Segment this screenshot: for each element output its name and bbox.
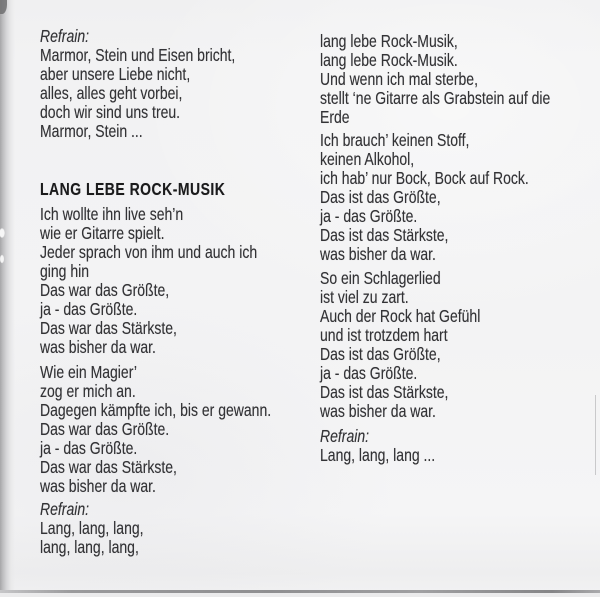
lyric-line: was bisher da war. — [40, 337, 156, 357]
lyric-line: Das ist das Stärkste, — [320, 225, 449, 245]
scan-below-edge — [0, 593, 600, 597]
lyric-line: wie er Gitarre spielt. — [40, 223, 165, 243]
lyric-line: Lang, lang, lang, — [40, 518, 144, 538]
lyric-line: Das ist das Größte, — [320, 344, 441, 364]
verse-stanza — [320, 269, 550, 421]
refrain-stanza — [40, 519, 271, 557]
refrain-label: Refrain: — [40, 499, 90, 519]
lyric-line: ja - das Größte. — [320, 363, 418, 383]
lyric-line: aber unsere Liebe nicht, — [40, 64, 191, 84]
lyric-line: Das war das Größte. — [40, 419, 170, 439]
verse-stanza — [40, 205, 271, 357]
lyric-line: ich hab’ nur Bock, Bock auf Rock. — [320, 168, 529, 188]
lyric-line: Erde — [320, 107, 350, 127]
lyric-line: Ich wollte ihn live seh’n — [40, 204, 184, 224]
refrain-stanza — [40, 46, 271, 141]
lyric-line: Dagegen kämpfte ich, bis er gewann. — [40, 400, 272, 420]
lyrics-column-right — [320, 32, 550, 465]
lyric-line: was bisher da war. — [40, 476, 156, 496]
lyric-line: ja - das Größte. — [320, 206, 418, 226]
lyric-line: keinen Alkohol, — [320, 149, 415, 169]
lyric-line: Ich brauch’ keinen Stoff, — [320, 130, 470, 150]
lyric-line: Wie ein Magier’ — [40, 362, 137, 382]
lyric-line: Marmor, Stein und Eisen bricht, — [40, 45, 236, 65]
lyric-line: Das war das Stärkste, — [40, 318, 177, 338]
lyric-line: was bisher da war. — [320, 401, 436, 421]
lyric-line: ist viel zu zart. — [320, 287, 409, 307]
lyric-line: Marmor, Stein ... — [40, 121, 143, 141]
lyric-line: Das war das Stärkste, — [40, 457, 177, 477]
lyric-line: Das ist das Größte, — [320, 187, 441, 207]
lyric-line: zog er mich an. — [40, 381, 136, 401]
lyric-line: Auch der Rock hat Gefühl — [320, 306, 481, 326]
lyric-line: ja - das Größte. — [40, 438, 138, 458]
lyric-line: Lang, lang, lang ... — [320, 445, 436, 465]
lyric-line: alles, alles geht vorbei, — [40, 83, 183, 103]
refrain-label: Refrain: — [40, 26, 90, 46]
lyric-line: und ist trotzdem hart — [320, 325, 448, 345]
verse-stanza — [320, 131, 550, 264]
chorus-stanza — [320, 32, 550, 127]
lyric-line: lang, lang, lang, — [40, 537, 139, 557]
lyric-line: lang lebe Rock-Musik, — [320, 31, 458, 51]
lyric-line: ging hin — [40, 261, 90, 281]
scan-right-edge-mark — [595, 395, 596, 475]
verse-stanza — [40, 363, 271, 496]
lyric-line: Und wenn ich mal sterbe, — [320, 69, 478, 89]
lyric-line: ja - das Größte. — [40, 299, 138, 319]
lyric-line: was bisher da war. — [320, 244, 436, 264]
booklet-spine-shadow — [0, 0, 15, 597]
lyric-line: Jeder sprach von ihm und auch ich — [40, 242, 258, 262]
refrain-label: Refrain: — [320, 426, 370, 446]
lyric-line: Das war das Größte, — [40, 280, 170, 300]
lyric-line: lang lebe Rock-Musik. — [320, 50, 458, 70]
lyric-line: So ein Schlagerlied — [320, 268, 441, 288]
lyric-line: stellt ‘ne Gitarre als Grabstein auf die — [320, 88, 551, 108]
lyric-line: Das ist das Stärkste, — [320, 382, 449, 402]
song-title: LANG LEBE ROCK-MUSIK — [40, 179, 226, 199]
refrain-stanza — [320, 446, 550, 465]
lyric-line: doch wir sind uns treu. — [40, 102, 181, 122]
lyrics-column-left — [40, 27, 271, 557]
